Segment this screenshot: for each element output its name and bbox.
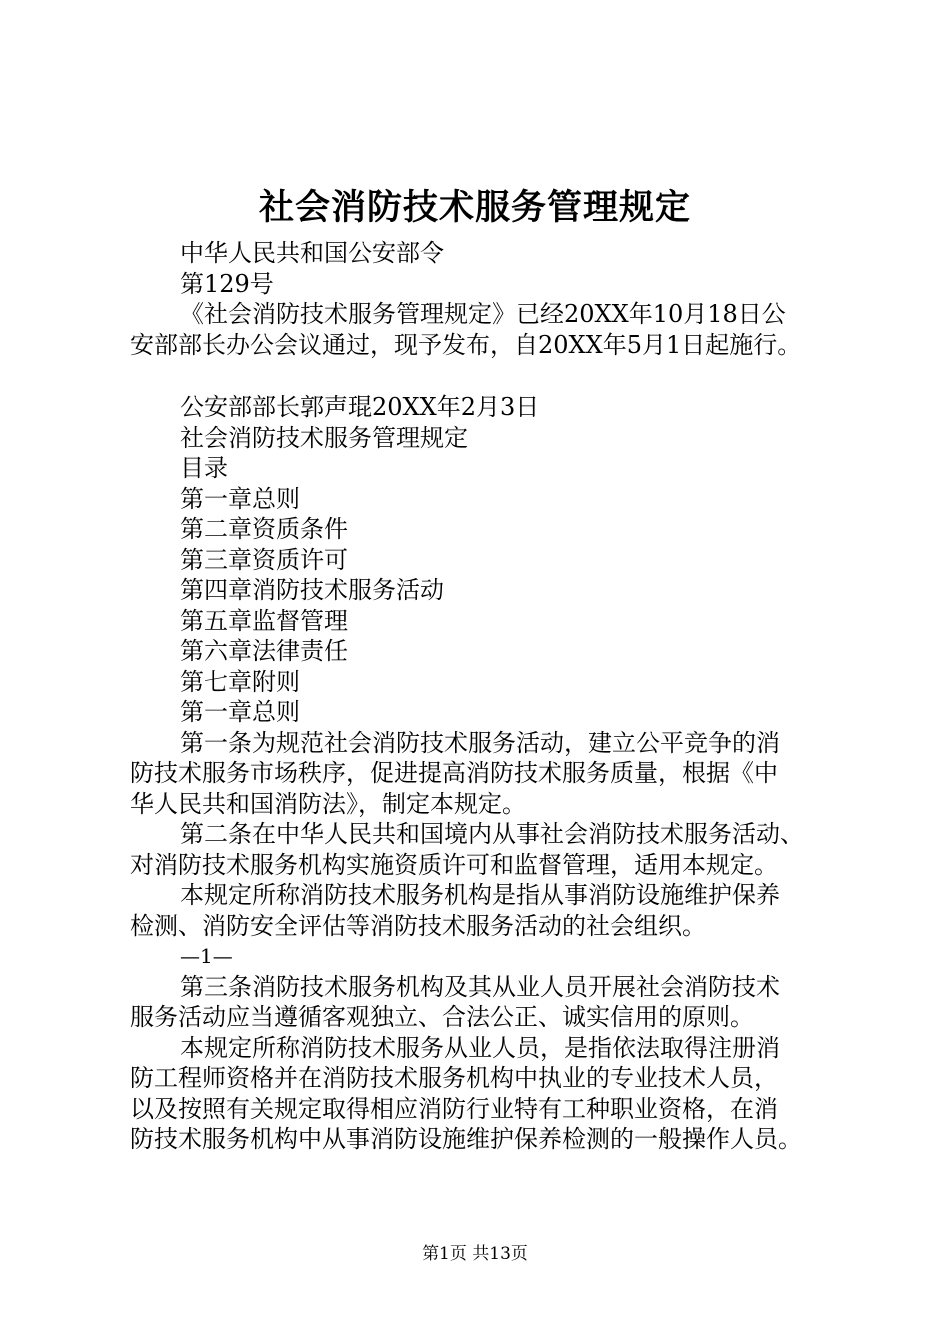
paragraph-line: 服务活动应当遵循客观独立、合法公正、诚实信用的原则。 (130, 1003, 754, 1031)
toc-item: 第四章消防技术服务活动 (180, 576, 444, 604)
toc-item: 第三章资质许可 (180, 545, 348, 574)
toc-item: 第一章总则 (180, 484, 300, 513)
paragraph-line: 《社会消防技术服务管理规定》已经20XX年10月18日公 (180, 300, 786, 328)
paragraph-line: 对消防技术服务机构实施资质许可和监督管理，适用本规定。 (130, 850, 778, 879)
paragraph-line: 本规定所称消防技术服务从业人员，是指依法取得注册消 (180, 1033, 780, 1062)
document-title: 社会消防技术服务管理规定 (258, 188, 691, 228)
decree-issuer: 中华人民共和国公安部令 (180, 239, 444, 267)
chapter-heading: 第一章总则 (180, 698, 300, 726)
inline-page-number: —1— (180, 944, 233, 968)
paragraph-line: 防技术服务市场秩序，促进提高消防技术服务质量，根据《中 (130, 759, 778, 787)
page-footer: 第1页 共13页 (422, 1244, 528, 1264)
paragraph-line: 以及按照有关规定取得相应消防行业特有工种职业资格，在消 (130, 1094, 778, 1123)
blank-line (130, 360, 842, 392)
signature-line: 公安部部长郭声琨20XX年2月3日 (180, 393, 540, 421)
toc-item: 第二章资质条件 (180, 515, 348, 543)
toc-item: 第六章法律责任 (180, 637, 348, 665)
paragraph-line: 安部部长办公会议通过，现予发布，自20XX年5月1日起施行。 (130, 330, 802, 359)
paragraph-line: 检测、消防安全评估等消防技术服务活动的社会组织。 (130, 911, 706, 940)
paragraph-line: 第三条消防技术服务机构及其从业人员开展社会消防技术 (180, 972, 780, 1001)
paragraph-line: 本规定所称消防技术服务机构是指从事消防设施维护保养 (180, 881, 780, 909)
toc-heading: 目录 (180, 454, 228, 482)
toc-item: 第五章监督管理 (180, 606, 348, 635)
paragraph-line: 防技术服务机构中从事消防设施维护保养检测的一般操作人员。 (130, 1125, 802, 1153)
toc-item: 第七章附则 (180, 667, 300, 696)
paragraph-line: 第一条为规范社会消防技术服务活动，建立公平竞争的消 (180, 728, 780, 757)
paragraph-line: 第二条在中华人民共和国境内从事社会消防技术服务活动、 (180, 820, 804, 848)
decree-number: 第129号 (180, 269, 274, 298)
paragraph-line: 防工程师资格并在消防技术服务机构中执业的专业技术人员， (130, 1064, 778, 1092)
paragraph-line: 华人民共和国消防法》，制定本规定。 (130, 789, 526, 818)
document-body (130, 238, 842, 1155)
subtitle-line: 社会消防技术服务管理规定 (180, 423, 468, 452)
